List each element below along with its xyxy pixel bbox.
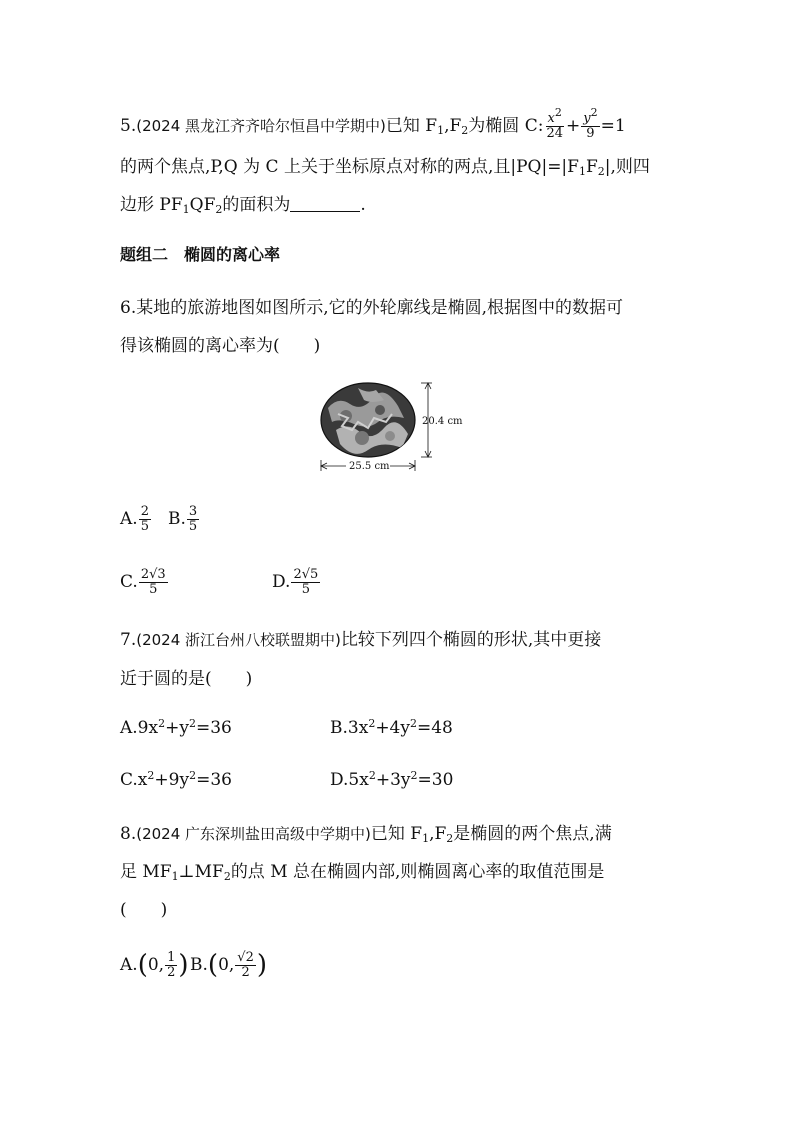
q7-option-c[interactable]: $C.x^2+9y^2=36$ bbox=[120, 769, 232, 790]
q5-frac-y: $\frac{y^2}{9}$ bbox=[583, 106, 598, 141]
q8-line2: 足 $MF_1\perp MF_2$的点 M 总在椭圆内部,则椭圆离心率的取值范围是 bbox=[120, 862, 605, 883]
q5-line2: 的两个焦点,P,Q 为 C 上关于坐标原点对称的两点,且$|PQ|=|F_1F_2|$,则四 bbox=[120, 157, 650, 178]
q5-source: (2024 黑龙江齐齐哈尔恒昌中学期中) bbox=[136, 117, 386, 135]
q7-option-b[interactable]: $B.3x^2+4y^2=48$ bbox=[330, 717, 453, 738]
q5-frac-x: $\frac{x^2}{24}$ bbox=[546, 106, 563, 141]
answer-blank[interactable] bbox=[290, 195, 360, 212]
q8-line1: 8.(2024 广东深圳盐田高级中学期中)已知 $F_1,F_2$是椭圆的两个焦点,满 bbox=[120, 824, 612, 845]
q5-line1: 5.(2024 黑龙江齐齐哈尔恒昌中学期中)已知 $F_1,F_2$为椭圆 C: $\frac{x^2}{24}$ + $\frac{y^2}{9}$ =1 bbox=[120, 106, 626, 141]
height-label: 20.4 cm bbox=[422, 416, 463, 427]
q7-option-a[interactable]: $A.9x^2+y^2=36$ bbox=[120, 717, 232, 738]
q8-option-a[interactable]: A.(0, $\frac{1}{2}$ ) bbox=[120, 950, 189, 980]
q7-line2: 近于圆的是( ) bbox=[120, 669, 253, 689]
width-label: 25.5 cm bbox=[349, 461, 390, 472]
ellipse-map-figure bbox=[318, 378, 478, 472]
q5-line3: 边形 $PF_1QF_2$的面积为 . bbox=[120, 195, 366, 216]
q7-line1: 7.(2024 浙江台州八校联盟期中)比较下列四个椭圆的形状,其中更接 bbox=[120, 630, 602, 650]
q6-line1: 6.某地的旅游地图如图所示,它的外轮廓线是椭圆,根据图中的数据可 bbox=[120, 298, 624, 318]
q6-option-a[interactable]: A. $\frac{2}{5}$ bbox=[120, 504, 149, 534]
section-title: 题组二 椭圆的离心率 bbox=[120, 245, 281, 264]
q8-option-b[interactable]: B.(0, $\frac{√2}{2}$ ) bbox=[190, 950, 268, 980]
q6-line2: 得该椭圆的离心率为( ) bbox=[120, 336, 321, 356]
q8-line3: ( ) bbox=[120, 900, 168, 920]
q6-option-c[interactable]: C. $\frac{2√3}{5}$ bbox=[120, 567, 166, 597]
q6-option-d[interactable]: D. $\frac{2√5}{5}$ bbox=[272, 567, 319, 597]
q7-option-d[interactable]: $D.5x^2+3y^2=30$ bbox=[330, 769, 454, 790]
q7-source: (2024 浙江台州八校联盟期中) bbox=[136, 631, 341, 649]
q5-number: 5. bbox=[120, 116, 137, 136]
q6-option-b[interactable]: B. $\frac{3}{5}$ bbox=[168, 504, 198, 534]
q8-source: (2024 广东深圳盐田高级中学期中) bbox=[136, 825, 371, 843]
